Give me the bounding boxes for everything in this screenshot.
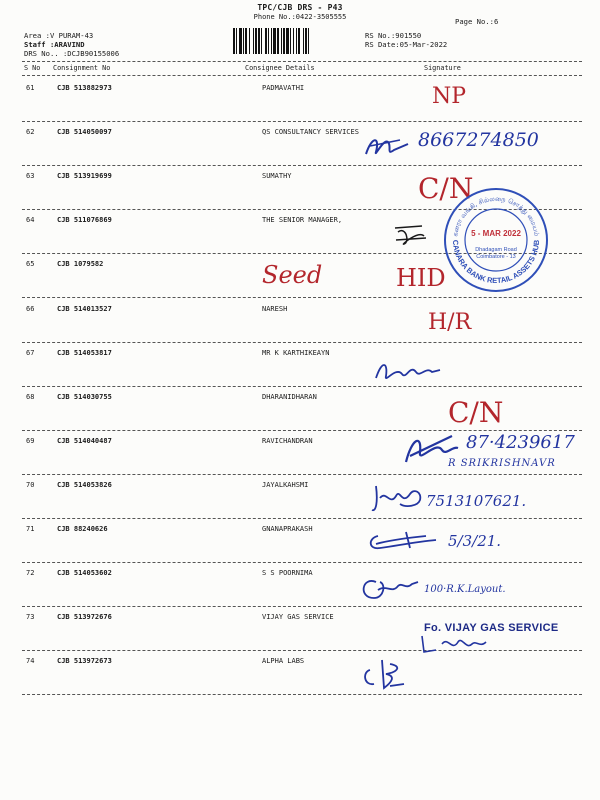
- sig-72-note: 100·R.K.Layout.: [424, 584, 506, 595]
- stamp-bottom-text: CANARA BANK RETAIL ASSETS HUB: [450, 239, 542, 286]
- column-divider: [22, 75, 582, 76]
- row-sno: 69: [26, 436, 35, 445]
- rs-date: RS Date:05-Mar-2022: [365, 40, 448, 49]
- row-divider: [22, 165, 582, 166]
- canara-bank-stamp: [443, 187, 549, 293]
- row-divider: [22, 342, 582, 343]
- row-consignment-no: CJB 514013527: [57, 304, 112, 313]
- row-consignee: JAYALKAHSMI: [262, 480, 309, 489]
- row-sno: 68: [26, 392, 35, 401]
- stamp-address-2: Coimbatore - 13: [476, 254, 516, 260]
- sig-61: NP: [432, 84, 467, 109]
- row-consignee: S S POORNIMA: [262, 569, 313, 578]
- row-consignee: NARESH: [262, 304, 288, 313]
- row-divider: [22, 121, 582, 122]
- row-sno: 62: [26, 128, 35, 137]
- row-consignee: DHARANIDHARAN: [262, 392, 317, 401]
- col-sno: S No: [24, 64, 41, 72]
- row-sno: 72: [26, 569, 35, 578]
- rs-number: RS No.:901550: [365, 31, 422, 40]
- row-consignee: MR K KARTHIKEAYN: [262, 348, 330, 357]
- sig-68: C/N: [448, 396, 504, 429]
- col-consignee: Consignee Details: [245, 64, 315, 72]
- row-consignment-no: CJB 514040487: [57, 436, 112, 445]
- row-consignment-no: CJB 514053826: [57, 480, 112, 489]
- row-consignment-no: CJB 513919699: [57, 172, 112, 181]
- col-signature: Signature: [424, 64, 461, 72]
- drs-number: DRS No.. :DCJB90155006: [24, 49, 120, 58]
- row-consignment-no: CJB 88240626: [57, 525, 108, 533]
- row-divider: [22, 694, 582, 695]
- row-consignee: PADMAVATHI: [262, 84, 305, 92]
- staff-label: Staff :ARAVIND: [24, 40, 85, 49]
- row-consignment-no: CJB 514030755: [57, 392, 112, 401]
- row-sno: 67: [26, 348, 35, 357]
- row-consignment-no: CJB 513972676: [57, 613, 112, 622]
- row-sno: 65: [26, 260, 35, 269]
- sig-62-phone: 8667274850: [418, 129, 539, 151]
- row-sno: 64: [26, 216, 35, 225]
- row-divider: [22, 297, 582, 298]
- stamp-top-text: கனரா வங்கி, சில்லறை சொத்து மையம்: [451, 194, 541, 237]
- row-consignment-no: CJB 514053602: [57, 569, 112, 578]
- header-divider: [22, 61, 582, 62]
- phone-number: Phone No.:0422-3505555: [253, 13, 347, 21]
- row-sno: 63: [26, 172, 35, 181]
- row-divider: [22, 606, 582, 607]
- row-sno: 70: [26, 480, 35, 489]
- row-consignment-no: CJB 513882973: [57, 84, 112, 92]
- row-consignment-no: CJB 513972673: [57, 657, 112, 666]
- row-sno: 61: [26, 84, 35, 92]
- area-label: Area :V PURAM-43: [24, 31, 94, 40]
- sig-65-right: HID: [396, 264, 446, 292]
- row-consignee: VIJAY GAS SERVICE: [262, 613, 334, 622]
- row-consignee: GNANAPRAKASH: [262, 525, 313, 533]
- row-consignment-no: CJB 1079582: [57, 260, 104, 269]
- row-divider: [22, 430, 582, 431]
- row-consignment-no: CJB 514053817: [57, 348, 112, 357]
- sig-69-phone: 87·4239617: [466, 432, 575, 453]
- svg-text:CANARA BANK RETAIL ASSETS HUB: [451, 239, 541, 285]
- row-divider: [22, 518, 582, 519]
- row-divider: [22, 474, 582, 475]
- row-sno: 66: [26, 304, 35, 313]
- row-consignee: SUMATHY: [262, 172, 292, 181]
- header-center: [225, 3, 375, 21]
- stamp-address-1: Dhadagam Road: [475, 247, 517, 253]
- header-left: [24, 31, 119, 58]
- barcode: [233, 28, 363, 54]
- sig-70-phone: 7513107621.: [426, 492, 527, 510]
- header-right: [365, 31, 447, 49]
- row-divider: [22, 562, 582, 563]
- vijay-gas-stamp: Fo. VIJAY GAS SERVICE: [424, 622, 559, 634]
- row-consignment-no: CJB 514050097: [57, 128, 112, 137]
- row-consignee: ALPHA LABS: [262, 657, 305, 666]
- row-sno: 71: [26, 525, 35, 533]
- row-sno: 73: [26, 613, 35, 622]
- sig-69-name: R SRIKRISHNAVR: [448, 458, 556, 469]
- row-consignment-no: CJB 511076869: [57, 216, 112, 225]
- sig-65-left: Seed: [262, 261, 323, 289]
- row-consignee: QS CONSULTANCY SERVICES: [262, 128, 359, 137]
- row-consignee: RAVICHANDRAN: [262, 436, 313, 445]
- sheet-title: TPC/CJB DRS - P43: [257, 3, 343, 12]
- row-consignee: THE SENIOR MANAGER,: [262, 216, 343, 225]
- row-divider: [22, 650, 582, 651]
- sig-63: C/N: [418, 172, 474, 205]
- page-number: Page No.:6: [455, 17, 499, 26]
- sig-66: H/R: [428, 310, 472, 335]
- sig-71-date: 5/3/21.: [448, 532, 502, 550]
- row-divider: [22, 386, 582, 387]
- col-consignment: Consignment No: [53, 64, 111, 72]
- row-sno: 74: [26, 657, 35, 666]
- stamp-date: 5 - MAR 2022: [471, 229, 521, 238]
